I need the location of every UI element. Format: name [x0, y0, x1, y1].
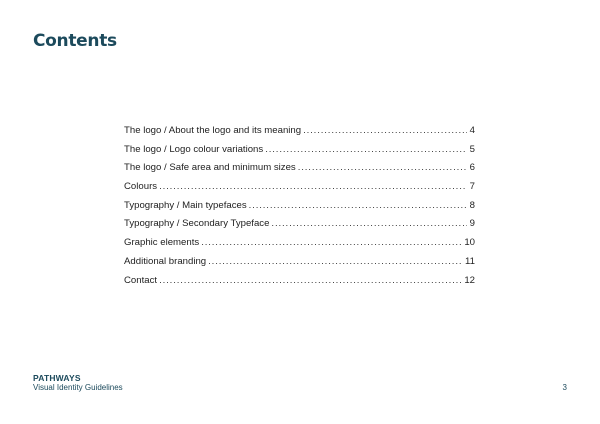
- toc-entry-page: 12: [464, 274, 475, 286]
- toc-entry-graphic-elements[interactable]: [124, 237, 475, 256]
- toc-entry-logo-colour-variations[interactable]: [124, 144, 475, 163]
- toc-entry-label: The logo / Logo colour variations: [124, 143, 264, 155]
- toc-entry-safe-area[interactable]: [124, 162, 475, 181]
- toc-dot-leader: [249, 200, 467, 211]
- toc-entry-page: 7: [469, 181, 475, 193]
- toc-entry-additional-branding[interactable]: [124, 256, 475, 275]
- toc-entry-page: 5: [469, 143, 475, 155]
- toc-dot-leader: [303, 125, 467, 136]
- table-of-contents: [124, 125, 475, 293]
- toc-dot-leader: [265, 144, 466, 155]
- toc-entry-page: 8: [469, 199, 475, 211]
- toc-dot-leader: [201, 237, 461, 248]
- toc-dot-leader: [159, 275, 461, 286]
- toc-dot-leader: [298, 162, 467, 173]
- footer-document-subtitle: Visual Identity Guidelines: [33, 383, 123, 392]
- toc-entry-label: Typography / Main typefaces: [124, 199, 247, 211]
- toc-entry-label: Graphic elements: [124, 237, 200, 249]
- toc-entry-contact[interactable]: [124, 275, 475, 294]
- page-number: 3: [562, 383, 567, 392]
- toc-entry-page: 4: [469, 125, 475, 136]
- toc-entry-about-logo[interactable]: [124, 125, 475, 144]
- toc-dot-leader: [271, 218, 466, 229]
- toc-entry-page: 11: [465, 255, 475, 267]
- toc-entry-label: Typography / Secondary Typeface: [124, 218, 270, 230]
- toc-entry-label: The logo / Safe area and minimum sizes: [124, 162, 296, 174]
- toc-dot-leader: [159, 181, 467, 192]
- page-title: Contents: [33, 31, 117, 51]
- footer-brand-name: PATHWAYS: [33, 373, 81, 383]
- toc-entry-main-typefaces[interactable]: [124, 200, 475, 219]
- toc-entry-page: 10: [464, 237, 475, 249]
- toc-dot-leader: [208, 256, 462, 267]
- toc-entry-page: 6: [469, 162, 475, 174]
- toc-entry-page: 9: [469, 218, 475, 230]
- toc-entry-label: The logo / About the logo and its meaning: [124, 125, 302, 136]
- toc-entry-label: Contact: [124, 274, 158, 286]
- toc-entry-secondary-typeface[interactable]: [124, 218, 475, 237]
- toc-entry-label: Additional branding: [124, 255, 207, 267]
- toc-entry-colours[interactable]: [124, 181, 475, 200]
- toc-entry-label: Colours: [124, 181, 158, 193]
